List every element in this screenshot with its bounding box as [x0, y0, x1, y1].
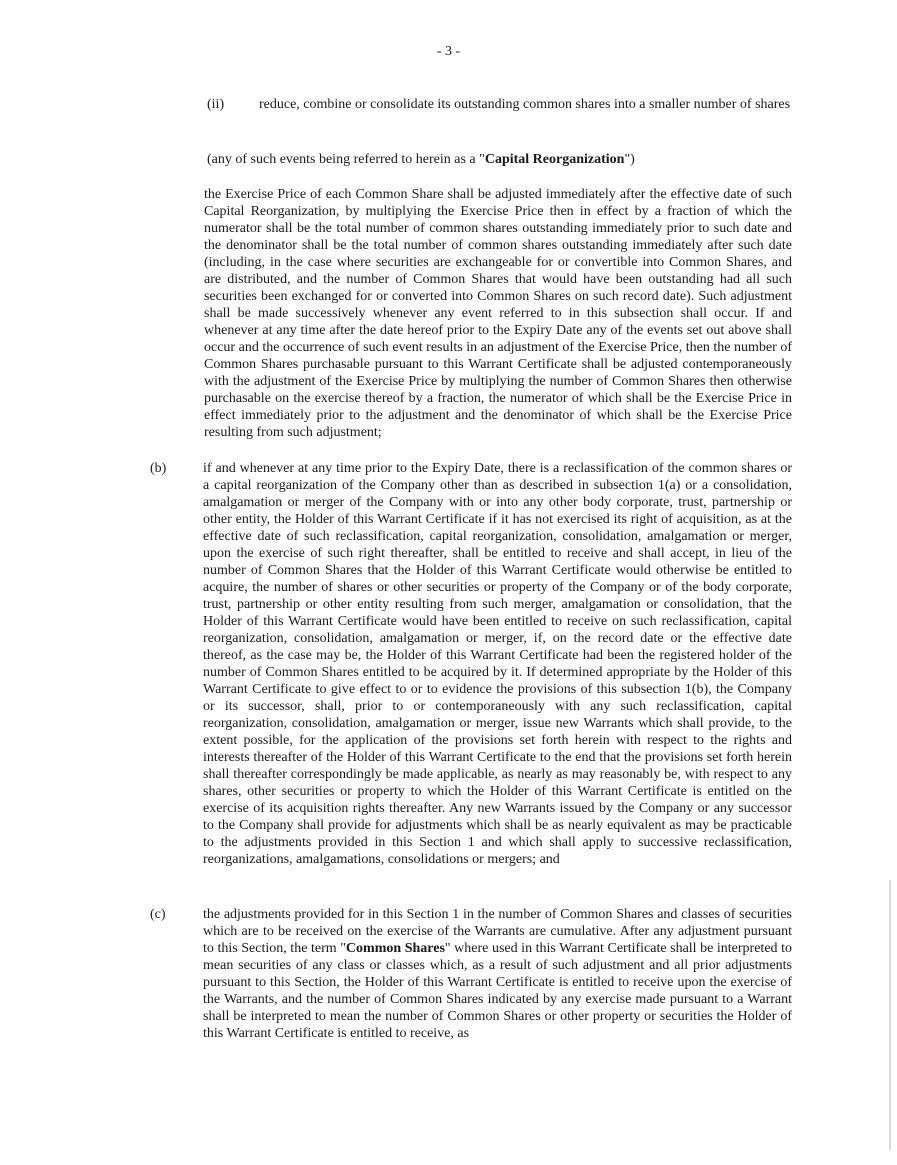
defined-term-capital-reorganization: Capital Reorganization: [484, 152, 625, 167]
subsection-c-text: [203, 906, 792, 1042]
list-item-label: (ii): [207, 97, 225, 112]
list-item-text: reduce, combine or consolidate its outstanding common shares into a smaller number of shares: [259, 97, 791, 112]
subsection-b-text: if and whenever at any time prior to the Expiry Date, there is a reclassification of the common shares or a capital reorganization of the Company other than as described in subsection 1(a) or a consolidation, amalgamation or merger of the Company with or into any other body corporate, trust, partnership or other entity, the Holder of this Warrant Certificate if it has not exercised its right of acquisition, as at the effective date of such reclassification, capital reorganization, consolidation, amalgamation or merger, upon the exercise of such right thereafter, shall be entitled to receive and shall accept, in lieu of the number of Common Shares that the Holder of this Warrant Certificate would otherwise be entitled to acquire, the number of shares or other securities or property of the Company or of the body corporate, trust, partnership or other entity resulting from such merger, amalgamation or consolidation, that the Holder of this Warrant Certificate would have been entitled to receive on such reclassification, capital reorganization, consolidation, amalgamation or merger, if, on the record date or the effective date thereof, as the case may be, the Holder of this Warrant Certificate had been the registered holder of the number of Common Shares entitled to be acquired by it. If determined appropriate by the Holder of this Warrant Certificate to give effect to or to evidence the provisions of this subsection 1(b), the Company or its successor, shall, prior to or contemporaneously with any such reclassification, capital reorganization, consolidation, amalgamation or merger, issue new Warrants which shall provide, to the extent possible, for the application of the provisions set forth herein with respect to the rights and interests thereafter of the Holder of this Warrant Certificate to the end that the provisions set forth herein shall thereafter correspondingly be made applicable, as nearly as may reasonably be, with respect to any shares, other securities or property to which the Holder of this Warrant Certificate is entitled on the exercise of its acquisition rights thereafter. Any new Warrants issued by the Company or any successor to the Company shall provide for adjustments which shall be as nearly equivalent as may be practicable to the adjustments provided in this Section 1 and which shall apply to successive reclassification, reorganizations, amalgamations, consolidations or mergers; and: [203, 461, 792, 867]
defined-term-common-shares: Common Shares: [345, 941, 445, 956]
subsection-label-b: (b): [150, 461, 167, 476]
page-number: - 3 -: [436, 44, 461, 59]
scan-edge-line: [889, 880, 891, 1150]
definition-suffix: "): [624, 152, 635, 167]
subsection-c-prefix: the adjustments provided for in this Section 1 in the number of Common Shares and classes of securities which are to be received on the exercise of the Warrants are cumulative. After any adjustment pursuant to this Section, the term ": [203, 907, 792, 956]
capital-reorganization-definition: [207, 151, 792, 168]
subsection-c-suffix: " where used in this Warrant Certificate shall be interpreted to mean securities of any class or classes which, as a result of such adjustment and all prior adjustments pursuant to this Section, the Holder of this Warrant Certificate is entitled to receive upon the exercise of the Warrants, and the number of Common Shares indicated by any exercise made pursuant to a Warrant shall be interpreted to mean the number of Common Shares or other property or securities the Holder of this Warrant Certificate is entitled to receive, as: [203, 941, 792, 1041]
exercise-price-adjustment-paragraph: the Exercise Price of each Common Share shall be adjusted immediately after the effective date of such Capital Reorganization, by multiplying the Exercise Price then in effect by a fraction of which the numerator shall be the total number of common shares outstanding immediately prior to such date and the denominator shall be the total number of common shares outstanding immediately after such date (including, in the case where securities are exchangeable for or convertible into Common Shares, and are distributed, and the number of Common Shares that would have been outstanding had all such securities been exchanged for or converted into Common Shares on such record date). Such adjustment shall be made successively whenever any event referred to in this subsection shall occur. If and whenever at any time after the date hereof prior to the Expiry Date any of the events set out above shall occur and the occurrence of such event results in an adjustment of the Exercise Price, then the number of Common Shares purchasable pursuant to this Warrant Certificate shall be adjusted contemporaneously with the adjustment of the Exercise Price by multiplying the number of Common Shares then otherwise purchasable on the exercise thereof by a fraction, the numerator of which shall be the Exercise Price in effect immediately prior to the adjustment and the denominator of which shall be the Exercise Price resulting from such adjustment;: [204, 187, 792, 440]
definition-prefix: (any of such events being referred to herein as a ": [207, 152, 485, 167]
subsection-label-c: (c): [150, 907, 166, 922]
